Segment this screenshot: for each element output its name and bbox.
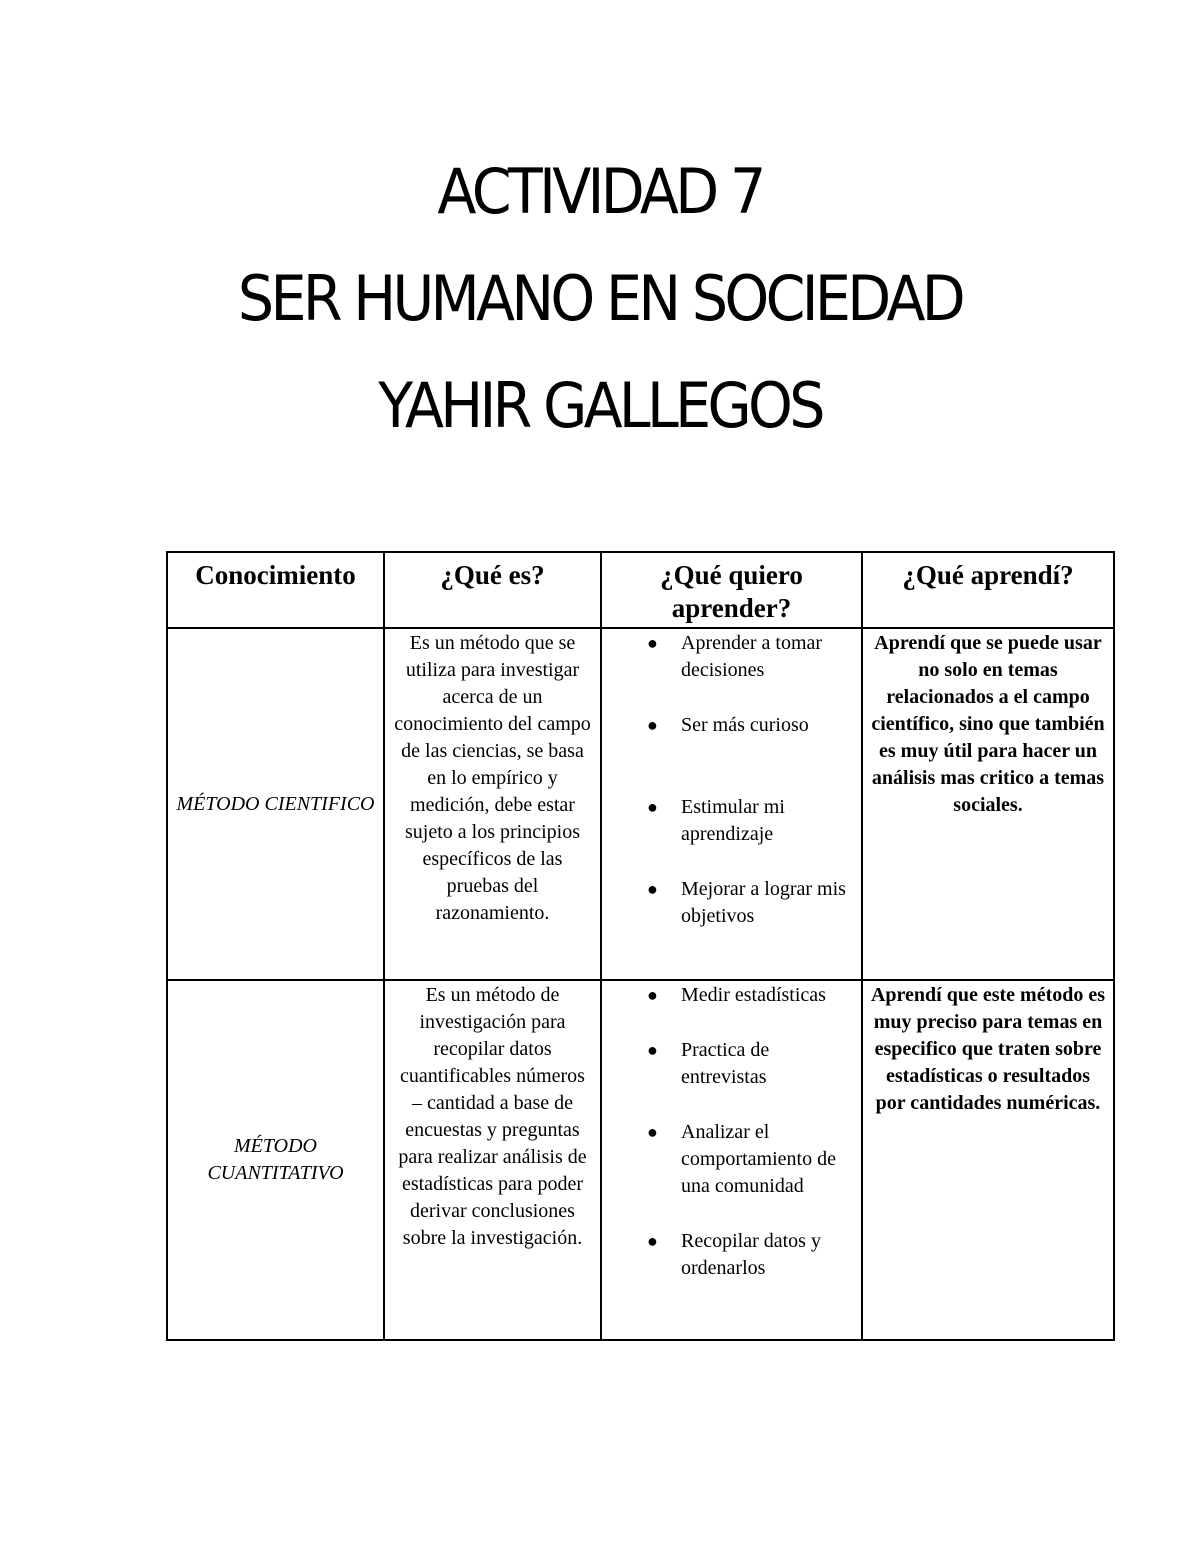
bullet-icon: ● <box>647 985 658 1005</box>
bullet-icon: ● <box>647 633 658 653</box>
list-item <box>602 712 853 739</box>
header-que-aprendi: ¿Qué aprendí? <box>862 552 1114 628</box>
concept-cell: MÉTODO CUANTITATIVO <box>167 980 384 1340</box>
definition-cell: Es un método de investigación para recopilar datos cuantificables números – cantidad a base de encuestas y preguntas para realizar análisis de estadísticas para poder derivar conclusiones sobre la investigación. <box>384 980 601 1340</box>
list-item-text: Mejorar a lograr mis objetivos <box>681 878 846 927</box>
list-item <box>602 982 853 1009</box>
header-que-es: ¿Qué es? <box>384 552 601 628</box>
list-item-text: Estimular mi aprendizaje <box>681 796 785 845</box>
learning-goals-list <box>602 630 853 930</box>
table-header-row <box>167 552 1114 628</box>
list-item-text: Ser más curioso <box>681 714 809 736</box>
bullet-icon: ● <box>647 1040 658 1060</box>
learning-goals-cell <box>601 628 862 980</box>
list-item <box>602 1119 853 1200</box>
bullet-icon: ● <box>647 797 658 817</box>
bullet-icon: ● <box>647 715 658 735</box>
title-line-author: YAHIR GALLEGOS <box>378 369 822 442</box>
learning-goals-cell <box>601 980 862 1340</box>
bullet-icon: ● <box>647 1231 658 1251</box>
table-row <box>167 980 1114 1340</box>
list-item-text: Medir estadísticas <box>681 984 826 1006</box>
list-item-text: Analizar el comportamiento de una comunidad <box>681 1121 836 1197</box>
title-line-activity: ACTIVIDAD 7 <box>437 155 763 228</box>
title-line-subject: SER HUMANO EN SOCIEDAD <box>237 262 963 335</box>
list-item <box>602 1037 853 1091</box>
definition-cell: Es un método que se utiliza para investigar acerca de un conocimiento del campo de las ciencias, se basa en lo empírico y medición, debe estar sujeto a los principios específicos de las pruebas del razonamiento. <box>384 628 601 980</box>
learning-goals-list <box>602 982 853 1282</box>
table-row <box>167 628 1114 980</box>
list-item <box>602 794 853 848</box>
list-item <box>602 1228 853 1282</box>
list-item <box>602 876 853 930</box>
header-que-quiero-aprender: ¿Qué quiero aprender? <box>601 552 862 628</box>
list-item-text: Aprender a tomar decisiones <box>681 632 823 681</box>
learned-cell: Aprendí que se puede usar no solo en temas relacionados a el campo científico, sino que también es muy útil para hacer un análisis mas critico a temas sociales. <box>862 628 1114 980</box>
kwl-table <box>166 551 1115 1341</box>
header-conocimiento: Conocimiento <box>167 552 384 628</box>
list-item-text: Recopilar datos y ordenarlos <box>681 1230 821 1279</box>
list-item <box>602 630 853 684</box>
bullet-icon: ● <box>647 879 658 899</box>
learned-cell: Aprendí que este método es muy preciso para temas en especifico que traten sobre estadísticas o resultados por cantidades numéricas. <box>862 980 1114 1340</box>
bullet-icon: ● <box>647 1122 658 1142</box>
list-item-text: Practica de entrevistas <box>681 1039 770 1088</box>
document-title <box>0 138 1200 459</box>
concept-cell: MÉTODO CIENTIFICO <box>167 628 384 980</box>
